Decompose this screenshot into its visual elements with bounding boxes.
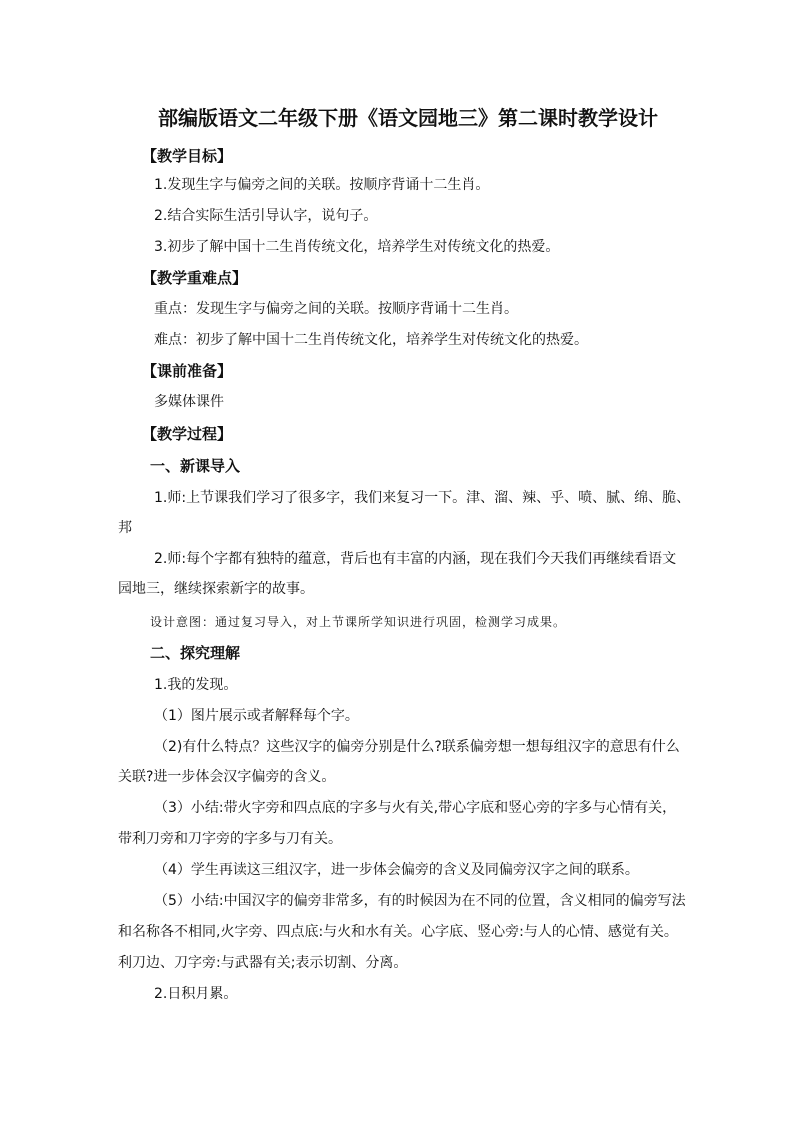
goal-item: 3.初步了解中国十二生肖传统文化，培养学生对传统文化的热爱。: [154, 239, 560, 255]
preparation-text: 多媒体课件: [154, 394, 224, 410]
paragraph-line: （3）小结:带火字旁和四点底的字多与火有关,带心字底和竖心旁的字多与心情有关，: [154, 800, 677, 816]
paragraph-line: 2.日积月累。: [154, 986, 238, 1002]
paragraph-line: 1.师:上节课我们学习了很多字，我们来复习一下。津、溜、辣、乎、喷、腻、绵、脆、: [154, 490, 691, 506]
goal-item: 2.结合实际生活引导认字，说句子。: [154, 208, 378, 224]
section-title-exploration: 二、探究理解: [150, 644, 241, 662]
paragraph-line: 邦: [118, 520, 132, 536]
heading-key-difficult-points: 【教学重难点】: [142, 269, 248, 287]
section-title-introduction: 一、新课导入: [150, 457, 241, 475]
paragraph-line: （5）小结:中国汉字的偏旁非常多，有的时候因为在不同的位置，含义相同的偏旁写法: [154, 893, 686, 909]
heading-teaching-process: 【教学过程】: [142, 425, 233, 443]
paragraph-line: （2)有什么特点？这些汉字的偏旁分别是什么?联系偏旁想一想每组汉字的意思有什么: [154, 739, 680, 755]
paragraph-line: 2.师:每个字都有独特的蕴意，背后也有丰富的内涵，现在我们今天我们再继续看语文: [154, 551, 677, 567]
paragraph-line: （1）图片展示或者解释每个字。: [154, 708, 359, 724]
paragraph-line: 利刀边、刀字旁:与武器有关;表示切割、分离。: [118, 955, 408, 971]
paragraph-line: 1.我的发现。: [154, 677, 238, 693]
paragraph-line: （4）学生再读这三组汉字，进一步体会偏旁的含义及同偏旁汉字之间的联系。: [154, 862, 639, 878]
heading-teaching-goals: 【教学目标】: [142, 147, 233, 165]
paragraph-line: 带利刀旁和刀字旁的字多与刀有关。: [118, 831, 342, 847]
heading-preparation: 【课前准备】: [142, 362, 233, 380]
design-intent-note: 设计意图：通过复习导入，对上节课所学知识进行巩固，检测学习成果。: [150, 615, 567, 629]
goal-item: 1.发现生字与偏旁之间的关联。按顺序背诵十二生肖。: [154, 177, 490, 193]
document-title: 部编版语文二年级下册《语文园地三》第二课时教学设计: [158, 106, 658, 130]
paragraph-line: 和名称各不相同,火字旁、四点底:与火和水有关。心字底、竖心旁:与人的心情、感觉有关。: [118, 924, 678, 940]
key-point: 重点：发现生字与偏旁之间的关联。按顺序背诵十二生肖。: [154, 301, 518, 317]
paragraph-line: 关联?进一步体会汉字偏旁的含义。: [118, 769, 336, 785]
difficult-point: 难点：初步了解中国十二生肖传统文化，培养学生对传统文化的热爱。: [154, 332, 588, 348]
paragraph-line: 园地三，继续探索新字的故事。: [118, 581, 314, 597]
